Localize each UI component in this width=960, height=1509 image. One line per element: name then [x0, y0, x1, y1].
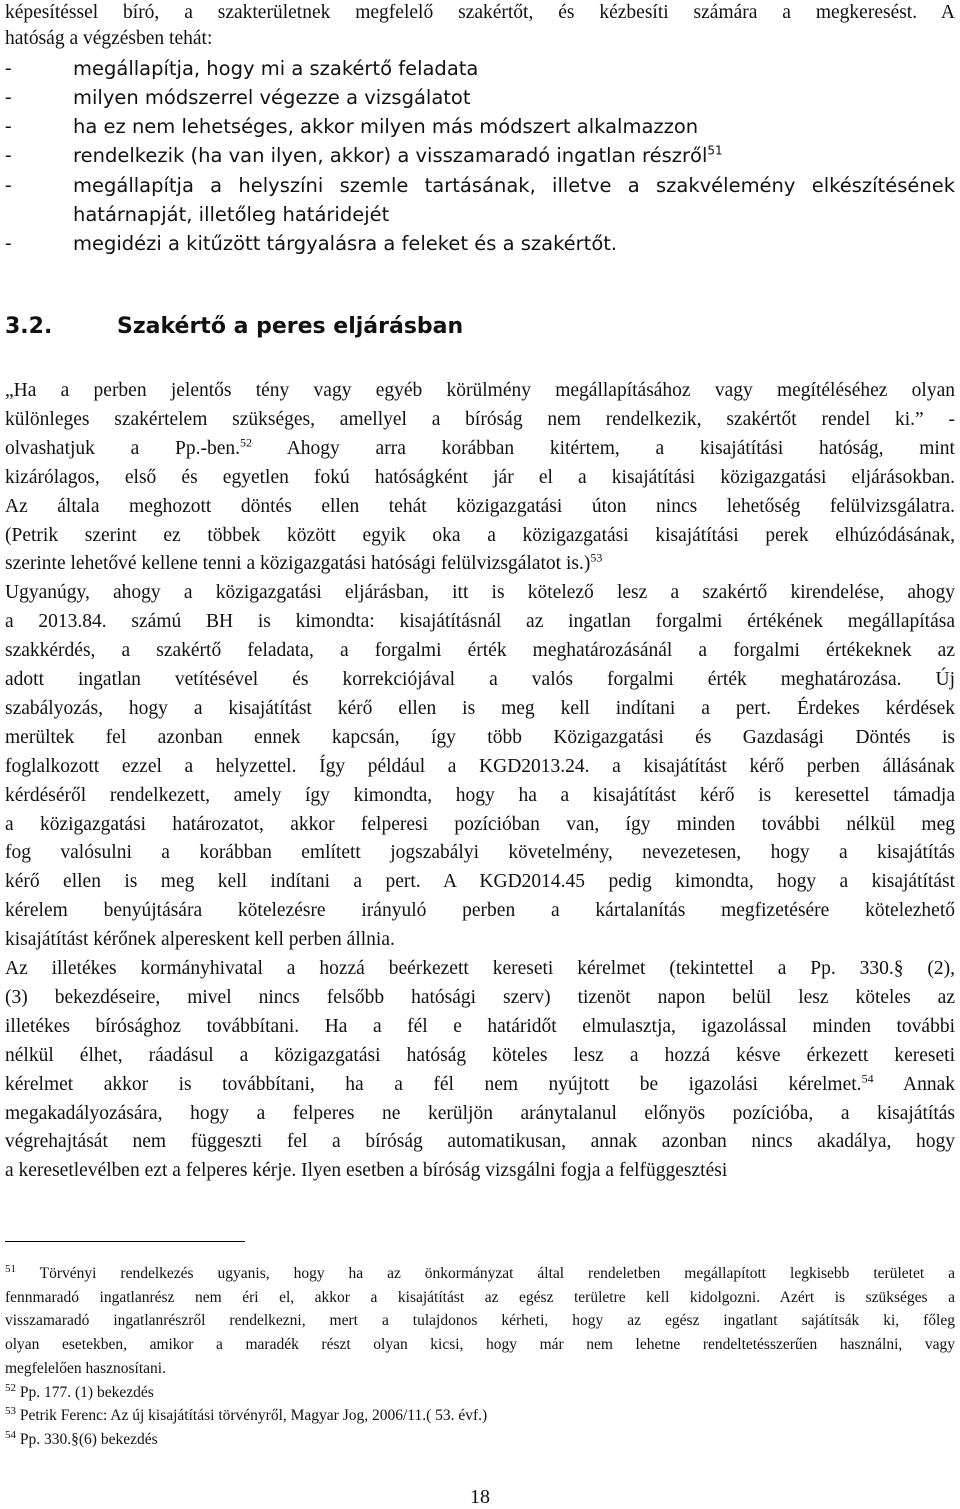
list-item: [5, 85, 955, 113]
intro-line-1: képesítéssel bíró, a szakterületnek megfelelő szakértőt, és kézbesíti számára a megkeresést. A: [5, 2, 955, 23]
body-line: a közigazgatási határozatot, akkor felperesi pozícióban van, így minden további nélkül meg: [5, 813, 955, 835]
intro-line-2: hatóság a végzésben tehát:: [5, 28, 213, 49]
footnote-text: Pp. 177. (1) bekezdés: [19, 1383, 154, 1401]
body-line: merültek fel azonban ennek kapcsán, így több Közigazgatási és Gazdasági Döntés is: [5, 726, 955, 748]
list-dash: -: [5, 58, 12, 79]
body-line: illetékes bírósághoz továbbítani. Ha a fél e határidőt elmulasztja, igazolással minden további: [5, 1015, 955, 1037]
section-heading: [5, 312, 463, 342]
list-item: [5, 114, 955, 142]
body-line: Az általa meghozott döntés ellen tehát közigazgatási úton nincs lehetőség felülvizsgálatra.: [5, 495, 955, 517]
body-line: kisajátítást kérőnek alpereskent kell perben állnia.: [5, 929, 395, 951]
list-item-text: [73, 143, 955, 169]
list-item: [5, 143, 955, 171]
footnote: [5, 1262, 955, 1286]
body-line: [5, 551, 955, 577]
section-title: Szakértő a peres eljárásban: [117, 314, 464, 339]
body-line: nélkül élhet, ráadásul a közigazgatási hatóság köteles lesz a hozzá késve érkezett kereseti: [5, 1044, 955, 1066]
body-line: (3) bekezdéseire, mivel nincs felsőbb hatósági szerv) tizenöt napon belül lesz köteles az: [5, 986, 955, 1008]
footnote: [5, 1381, 955, 1405]
body-line: kérő ellen is meg kell indítani a pert. A KGD2014.45 pedig kimondta, hogy a kisajátítást: [5, 871, 955, 893]
list-dash: -: [5, 145, 12, 166]
footnote-number: 54: [5, 1428, 16, 1441]
list-item-continuation: [5, 202, 955, 230]
list-item: [5, 231, 955, 259]
section-number: 3.2.: [5, 314, 53, 339]
list-item-text: milyen módszerrel végezze a vizsgálatot: [73, 86, 471, 109]
footnote-continuation: megfelelően hasznosítani.: [5, 1359, 166, 1377]
list-item: [5, 173, 955, 201]
body-line: szakkérdés, a szakértő feladata, a forgalmi érték meghatározásánál a forgalmi értékeknek az: [5, 640, 955, 662]
footnote-continuation: visszamaradó ingatlanrészről rendelkezni, mert a tulajdonos kérheti, hogy az egész ingatlant sajátítsák ki, főleg: [5, 1312, 955, 1330]
footnote: [5, 1428, 955, 1452]
body-line-part: olvashatjuk a Pp.-ben.: [5, 437, 241, 459]
footnote-text: Törvényi rendelkezés ugyanis, hogy ha az önkormányzat által rendeletben megállapított legkisebb területet a: [39, 1265, 955, 1282]
body-line: foglalkozott ezzel a helyzettel. Így például a KGD2013.24. a kisajátítást kérő perben állásának: [5, 755, 955, 777]
footnote-number: 51: [5, 1262, 16, 1275]
list-dash: -: [5, 116, 12, 137]
body-line: [5, 436, 955, 462]
page-number: 18: [470, 1486, 490, 1508]
list-item-text: megidézi a kitűzött tárgyalásra a feleket és a szakértőt.: [73, 232, 618, 255]
footnote-continuation: olyan esetekben, amikor a maradék részt olyan kicsi, hogy már nem lehetne rendeltetésszerűen használni, vagy: [5, 1336, 955, 1354]
body-line-part: Ahogy arra korábban kitértem, a kisajátítási hatóság, mint: [252, 437, 955, 459]
footnote-number: 53: [5, 1405, 16, 1418]
footnote-ref: 52: [240, 435, 253, 450]
body-line: „Ha a perben jelentős tény vagy egyéb körülmény megállapításához vagy megítéléséhez olyan: [5, 380, 955, 401]
footnote-text: Petrik Ferenc: Az új kisajátítási törvényről, Magyar Jog, 2006/11.( 53. évf.): [19, 1407, 488, 1425]
body-line: szabályozás, hogy a kisajátítást kérő ellen is meg kell indítani a pert. Érdekes kérdések: [5, 697, 955, 719]
list-dash: -: [5, 175, 12, 196]
list-item-text-part: rendelkezik (ha van ilyen, akkor) a visszamaradó ingatlan részről: [73, 144, 708, 167]
footnote-text: Pp. 330.§(6) bekezdés: [19, 1430, 158, 1448]
footnote-ref: 54: [861, 1071, 874, 1086]
list-item-text: megállapítja, hogy mi a szakértő feladata: [73, 57, 479, 80]
list-item-text: megállapítja a helyszíni szemle tartásának, illetve a szakvélemény elkészítésének: [73, 174, 955, 197]
body-line-part: Annak: [873, 1073, 955, 1095]
footnote-ref: 53: [590, 551, 603, 565]
list-item-text: határnapját, illetőleg határidejét: [73, 203, 390, 226]
body-line: (Petrik szerint ez többek között egyik oka a közigazgatási kisajátítási perek elhúzódásának,: [5, 524, 955, 546]
body-line-part: szerinte lehetővé kellene tenni a közigazgatási hatósági felülvizsgálatot is.): [5, 553, 591, 575]
footnote-continuation: fennmaradó ingatlanrész nem éri el, akkor a kisajátítást az egész területre kell kidolgozni. Azért is szükséges a: [5, 1288, 955, 1306]
footnote: [5, 1404, 955, 1428]
body-line: kérdéséről rendelkezett, amely így kimondta, hogy ha a kisajátítást kérő is keresettel támadja: [5, 784, 955, 806]
body-line: Az illetékes kormányhivatal a hozzá beérkezett kereseti kérelmet (tekintettel a Pp. 330.§ (2),: [5, 958, 955, 979]
body-line: Ugyanúgy, ahogy a közigazgatási eljárásban, itt is kötelező lesz a szakértő kirendelése, ahogy: [5, 582, 955, 604]
list-dash: -: [5, 233, 12, 254]
footnote-separator: [5, 1241, 245, 1242]
body-line: a keresetlevélben ezt a felperes kérje. Ilyen esetben a bíróság vizsgálni fogja a felfüggesztési: [5, 1160, 728, 1182]
body-line: [5, 1072, 955, 1098]
list-item-text: ha ez nem lehetséges, akkor milyen más módszert alkalmazzon: [73, 115, 699, 138]
body-line: végrehajtását nem függeszti fel a bíróság automatikusan, annak azonban nincs akadálya, hogy: [5, 1131, 955, 1153]
body-line: kizárólagos, első és egyetlen fokú hatóságként jár el a kisajátítási közigazgatási eljárásokban.: [5, 466, 955, 488]
list-dash: -: [5, 87, 12, 108]
body-line: fog valósulni a korábban említett jogszabályi követelmény, nevezetesen, hogy a kisajátítás: [5, 842, 955, 864]
footnote-number: 52: [5, 1381, 16, 1394]
footnote-ref: 51: [707, 143, 723, 158]
list-item: [5, 56, 955, 84]
body-line: adott ingatlan vetítésével és korrekciójával a valós forgalmi érték meghatározása. Új: [5, 669, 955, 690]
body-line: különleges szakértelem szükséges, amellyel a bíróság nem rendelkezik, szakértőt rendel ki.” -: [5, 408, 955, 430]
body-line-part: kérelmet akkor is továbbítani, ha a fél nem nyújtott be igazolási kérelmet.: [5, 1073, 862, 1095]
body-line: a 2013.84. számú BH is kimondta: kisajátításnál az ingatlan forgalmi értékének megállapítása: [5, 611, 955, 633]
body-line: megakadályozására, hogy a felperes ne kerüljön aránytalanul előnyös pozícióba, a kisajátítás: [5, 1102, 955, 1124]
body-line: kérelem benyújtására kötelezésre irányuló perben a kártalanítás megfizetésére kötelezhető: [5, 900, 955, 922]
